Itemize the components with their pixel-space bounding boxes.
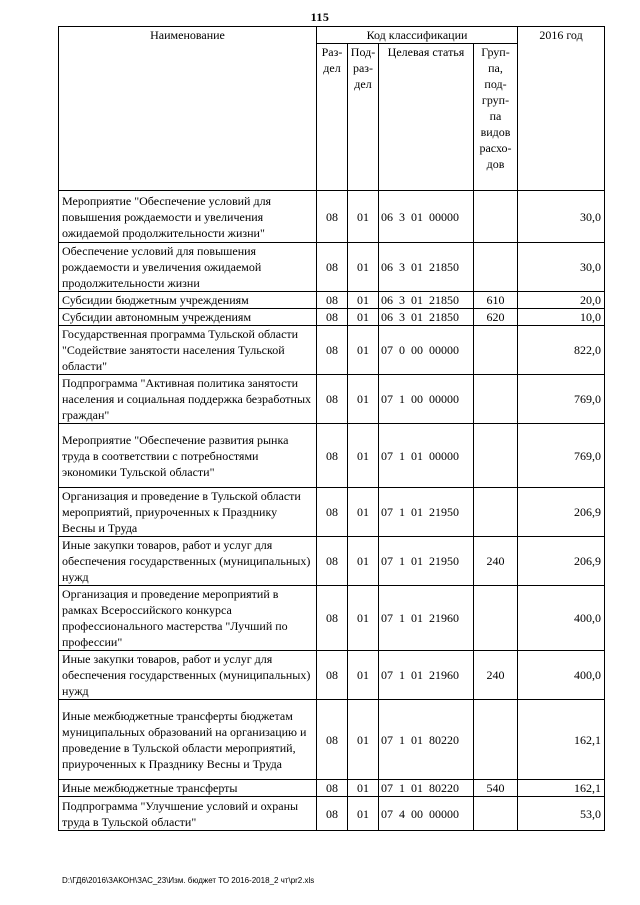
row-name: Обеспечение условий для повышения рождаемости и увеличения ожидаемой продолжительности жизни — [59, 243, 317, 292]
row-amount: 162,1 — [518, 780, 605, 797]
row-target-article: 06 3 01 00000 — [379, 191, 474, 243]
row-section: 08 — [317, 586, 348, 651]
row-expense-group — [474, 375, 518, 424]
row-target-article: 07 1 01 80220 — [379, 780, 474, 797]
table-row — [59, 243, 605, 292]
page-number: 115 — [310, 10, 330, 24]
row-target-article: 07 0 00 00000 — [379, 326, 474, 375]
row-expense-group: 610 — [474, 292, 518, 309]
row-target-article: 07 1 01 80220 — [379, 700, 474, 780]
row-target-article: 06 3 01 21850 — [379, 309, 474, 326]
row-name: Иные закупки товаров, работ и услуг для обеспечения государственных (муниципальных) нужд — [59, 651, 317, 700]
row-subsection: 01 — [348, 797, 379, 831]
row-section: 08 — [317, 292, 348, 309]
row-target-article: 07 1 01 21960 — [379, 651, 474, 700]
table-row — [59, 700, 605, 780]
row-target-article: 07 1 01 21960 — [379, 586, 474, 651]
row-subsection: 01 — [348, 700, 379, 780]
row-section: 08 — [317, 424, 348, 488]
row-expense-group — [474, 586, 518, 651]
row-name: Организация и проведение в Тульской области мероприятий, приуроченных к Празднику Весны и Труда — [59, 488, 317, 537]
row-expense-group: 240 — [474, 537, 518, 586]
row-name: Мероприятие "Обеспечение развития рынка труда в соответствии с потребностями экономики Тульской области" — [59, 424, 317, 488]
table-row — [59, 797, 605, 831]
row-name: Субсидии бюджетным учреждениям — [59, 292, 317, 309]
row-target-article: 06 3 01 21850 — [379, 292, 474, 309]
row-expense-group — [474, 424, 518, 488]
row-amount: 162,1 — [518, 700, 605, 780]
row-subsection: 01 — [348, 780, 379, 797]
budget-table — [58, 26, 605, 831]
row-name: Иные закупки товаров, работ и услуг для обеспечения государственных (муниципальных) нужд — [59, 537, 317, 586]
row-section: 08 — [317, 537, 348, 586]
row-expense-group — [474, 797, 518, 831]
row-subsection: 01 — [348, 651, 379, 700]
row-subsection: 01 — [348, 537, 379, 586]
row-section: 08 — [317, 243, 348, 292]
table-row — [59, 424, 605, 488]
table-row — [59, 780, 605, 797]
row-section: 08 — [317, 375, 348, 424]
row-amount: 206,9 — [518, 488, 605, 537]
table-row — [59, 326, 605, 375]
row-name: Иные межбюджетные трансферты — [59, 780, 317, 797]
row-subsection: 01 — [348, 424, 379, 488]
row-expense-group — [474, 191, 518, 243]
row-target-article: 07 4 00 00000 — [379, 797, 474, 831]
table-row — [59, 651, 605, 700]
row-amount: 30,0 — [518, 243, 605, 292]
row-section: 08 — [317, 651, 348, 700]
header-expense-group: Груп- па, под- груп- па видов расхо- дов — [474, 44, 518, 191]
row-amount: 20,0 — [518, 292, 605, 309]
row-section: 08 — [317, 780, 348, 797]
table-row — [59, 488, 605, 537]
row-name: Подпрограмма "Активная политика занятости населения и социальная поддержка безработных граждан" — [59, 375, 317, 424]
table-row — [59, 586, 605, 651]
row-amount: 206,9 — [518, 537, 605, 586]
row-target-article: 07 1 01 21950 — [379, 488, 474, 537]
row-section: 08 — [317, 309, 348, 326]
row-amount: 769,0 — [518, 375, 605, 424]
row-subsection: 01 — [348, 326, 379, 375]
row-name: Мероприятие "Обеспечение условий для повышения рождаемости и увеличения ожидаемой продолжительности жизни" — [59, 191, 317, 243]
row-subsection: 01 — [348, 375, 379, 424]
row-amount: 10,0 — [518, 309, 605, 326]
row-section: 08 — [317, 488, 348, 537]
table-row — [59, 292, 605, 309]
row-amount: 400,0 — [518, 586, 605, 651]
row-expense-group: 240 — [474, 651, 518, 700]
header-target-article: Целевая статья — [379, 44, 474, 191]
row-section: 08 — [317, 191, 348, 243]
row-target-article: 07 1 00 00000 — [379, 375, 474, 424]
row-expense-group: 620 — [474, 309, 518, 326]
row-subsection: 01 — [348, 488, 379, 537]
row-target-article: 07 1 01 21950 — [379, 537, 474, 586]
row-name: Подпрограмма "Улучшение условий и охраны труда в Тульской области" — [59, 797, 317, 831]
row-name: Государственная программа Тульской области "Содействие занятости населения Тульской области" — [59, 326, 317, 375]
header-section: Раз- дел — [317, 44, 348, 191]
row-amount: 53,0 — [518, 797, 605, 831]
row-expense-group — [474, 700, 518, 780]
row-name: Иные межбюджетные трансферты бюджетам муниципальных образований на организацию и проведение в Тульской области мероприятий, приуроченных к Празднику Весны и Труда — [59, 700, 317, 780]
row-amount: 400,0 — [518, 651, 605, 700]
row-subsection: 01 — [348, 586, 379, 651]
row-name: Субсидии автономным учреждениям — [59, 309, 317, 326]
row-amount: 822,0 — [518, 326, 605, 375]
row-subsection: 01 — [348, 243, 379, 292]
row-section: 08 — [317, 797, 348, 831]
row-section: 08 — [317, 700, 348, 780]
row-amount: 30,0 — [518, 191, 605, 243]
row-expense-group — [474, 326, 518, 375]
row-name: Организация и проведение мероприятий в рамках Всероссийского конкурса профессионального мастерства "Лучший по профессии" — [59, 586, 317, 651]
row-subsection: 01 — [348, 292, 379, 309]
row-section: 08 — [317, 326, 348, 375]
row-subsection: 01 — [348, 191, 379, 243]
row-amount: 769,0 — [518, 424, 605, 488]
row-expense-group: 540 — [474, 780, 518, 797]
header-subsection: Под- раз- дел — [348, 44, 379, 191]
table-body — [59, 191, 605, 831]
header-year: 2016 год — [518, 27, 605, 191]
file-path-footer: D:\ГД6\2016\ЗАКОН\ЗАС_23\Изм. бюджет ТО 2016-2018_2 чт\pr2.xls — [62, 876, 315, 885]
row-subsection: 01 — [348, 309, 379, 326]
row-target-article: 07 1 01 00000 — [379, 424, 474, 488]
row-expense-group — [474, 488, 518, 537]
table-row — [59, 537, 605, 586]
table-row — [59, 191, 605, 243]
table-row — [59, 309, 605, 326]
row-expense-group — [474, 243, 518, 292]
header-classification-code: Код классификации — [317, 27, 518, 44]
header-name: Наименование — [59, 27, 317, 191]
row-target-article: 06 3 01 21850 — [379, 243, 474, 292]
table-row — [59, 375, 605, 424]
